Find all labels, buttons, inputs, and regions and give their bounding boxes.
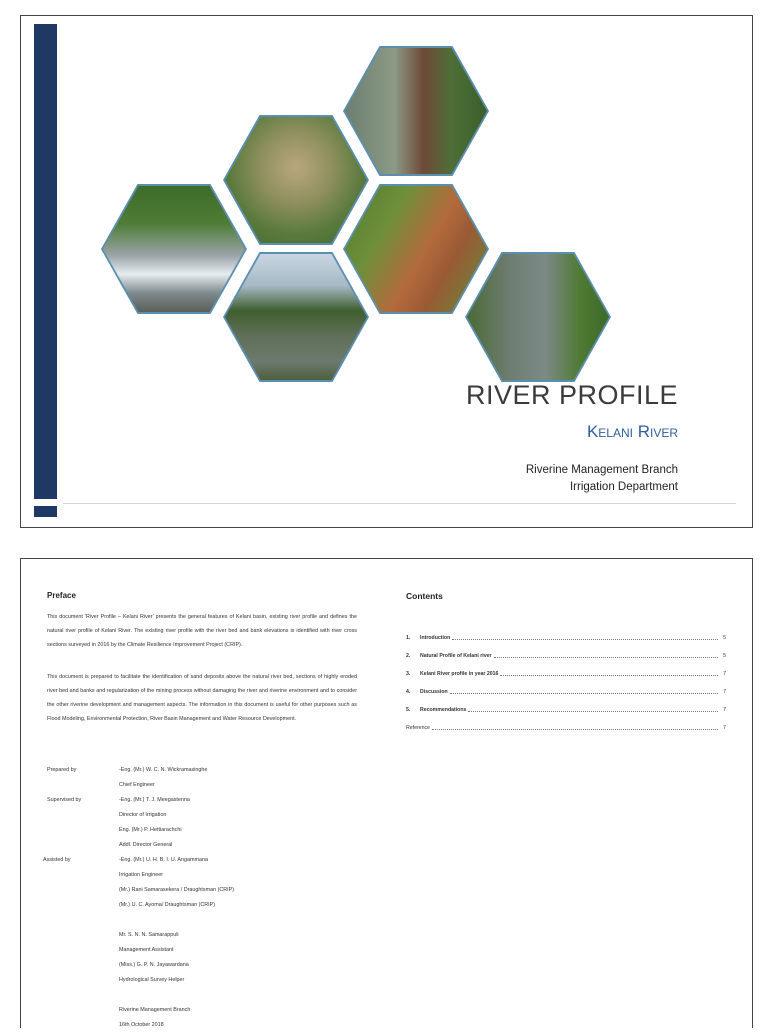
credit-line: -Eng. (Mr.) W. C. N. Wickramasinghe [119, 767, 208, 773]
toc-leader [468, 707, 718, 712]
toc-page-number: 7 [723, 725, 726, 731]
toc-entry[interactable] [406, 719, 726, 737]
cover-title: RIVER PROFILE [465, 380, 678, 410]
contents-heading: Contents [406, 591, 443, 601]
credit-line: Hydrological Survey Helper [119, 977, 185, 983]
credit-line: Management Assistant [119, 947, 174, 953]
cover-accent-tab [34, 506, 57, 517]
credit-line: 16th October 2018 [119, 1022, 164, 1028]
river-rapids-photo [103, 186, 245, 312]
credit-line: (Miss.) G. P. N. Jayawardana [119, 962, 189, 968]
toc-page-number: 7 [723, 707, 726, 713]
table-of-contents [406, 629, 726, 737]
toc-entry[interactable] [406, 629, 726, 647]
cover-accent-bar [34, 24, 57, 499]
credit-line: Chief Engineer [119, 782, 155, 788]
toc-number: 1. [406, 635, 411, 641]
credit-line: Eng. (Mr.) P. Hettiarachchi [119, 827, 182, 833]
credit-label: Prepared by [47, 767, 77, 773]
toc-leader [494, 653, 719, 658]
toc-number: 3. [406, 671, 411, 677]
credit-line [119, 913, 319, 928]
toc-page-number: 5 [723, 635, 726, 641]
toc-entry[interactable] [406, 683, 726, 701]
credit-line: -Eng. (Mr.) T. J. Meegastenna [119, 797, 190, 803]
river-bend-photo [467, 254, 609, 380]
toc-number: 4. [406, 689, 411, 695]
toc-label: Discussion [420, 689, 448, 695]
credit-line: (Mr.) U. C. Ayoma/ Draughtsman (CRIP) [119, 902, 216, 908]
credit-line [119, 988, 319, 1003]
toc-page-number: 5 [723, 653, 726, 659]
toc-number: 5. [406, 707, 411, 713]
toc-label: Kelani River profile in year 2016 [420, 671, 499, 677]
credit-line: Addl. Director General [119, 842, 173, 848]
credit-line: Mr. S. N. N. Samarappuli [119, 932, 179, 938]
toc-entry[interactable] [406, 665, 726, 683]
credit-line: (Mr.) Rani Samarasekera / Draughtsman (CRIP) [119, 887, 235, 893]
toc-leader [452, 635, 718, 640]
toc-label: Natural Profile of Kelani river [420, 653, 492, 659]
calm-river-photo [225, 254, 367, 380]
toc-page-number: 7 [723, 671, 726, 677]
inner-page [20, 558, 753, 1028]
landslide-bank-photo [345, 186, 487, 312]
credit-line: -Eng. (Mr.) U. H. B. I. U. Angammana [119, 857, 208, 863]
toc-number: 2. [406, 653, 411, 659]
preface-heading: Preface [47, 591, 76, 600]
cover-divider [63, 503, 736, 504]
toc-leader [432, 725, 718, 730]
org-branch: Riverine Management Branch [525, 464, 678, 476]
cover-organization [526, 462, 678, 496]
toc-leader [500, 671, 718, 676]
preface-paragraph-2: This document is prepared to facilitate the identification of sand deposits above the natural river bed, sections of highly eroded river bed and banks and regularization of the mining process without damaging the river and riverine environment and to consider the other riverine development and management aspects. The information in this document is useful for other purposes such as Flood Modeling, Environmental Protection, River Basin Management and Water Resource Development. [47, 674, 357, 722]
credit-line: Irrigation Engineer [119, 872, 164, 878]
toc-label: Introduction [420, 635, 451, 641]
aerial-flood-photo [225, 117, 367, 243]
toc-page-number: 7 [723, 689, 726, 695]
toc-label: Reference [406, 725, 430, 731]
cover-subtitle: Kelani River [586, 422, 678, 441]
org-department: Irrigation Department [569, 481, 678, 493]
preface-paragraph-1: This document 'River Profile – Kelani River' presents the general features of Kelani basin, existing river profile and defines the natural river profile of Kelani River. The existing river profile with the river bed and bank elevations is identified with river cross sections surveyed in 2016 by the Climate Resilience Improvement Project (CRIP). [47, 614, 357, 648]
credit-label: Supervised by [47, 797, 82, 803]
toc-entry[interactable] [406, 647, 726, 665]
toc-label: Recommendations [420, 707, 467, 713]
credit-label: Assisted by [43, 857, 71, 863]
credit-line: Riverine Management Branch [119, 1007, 191, 1013]
credit-line: Director of Irrigation [119, 812, 167, 818]
eroded-bank-photo [345, 48, 487, 174]
toc-leader [450, 689, 718, 694]
cover-page [20, 15, 753, 528]
toc-entry[interactable] [406, 701, 726, 719]
